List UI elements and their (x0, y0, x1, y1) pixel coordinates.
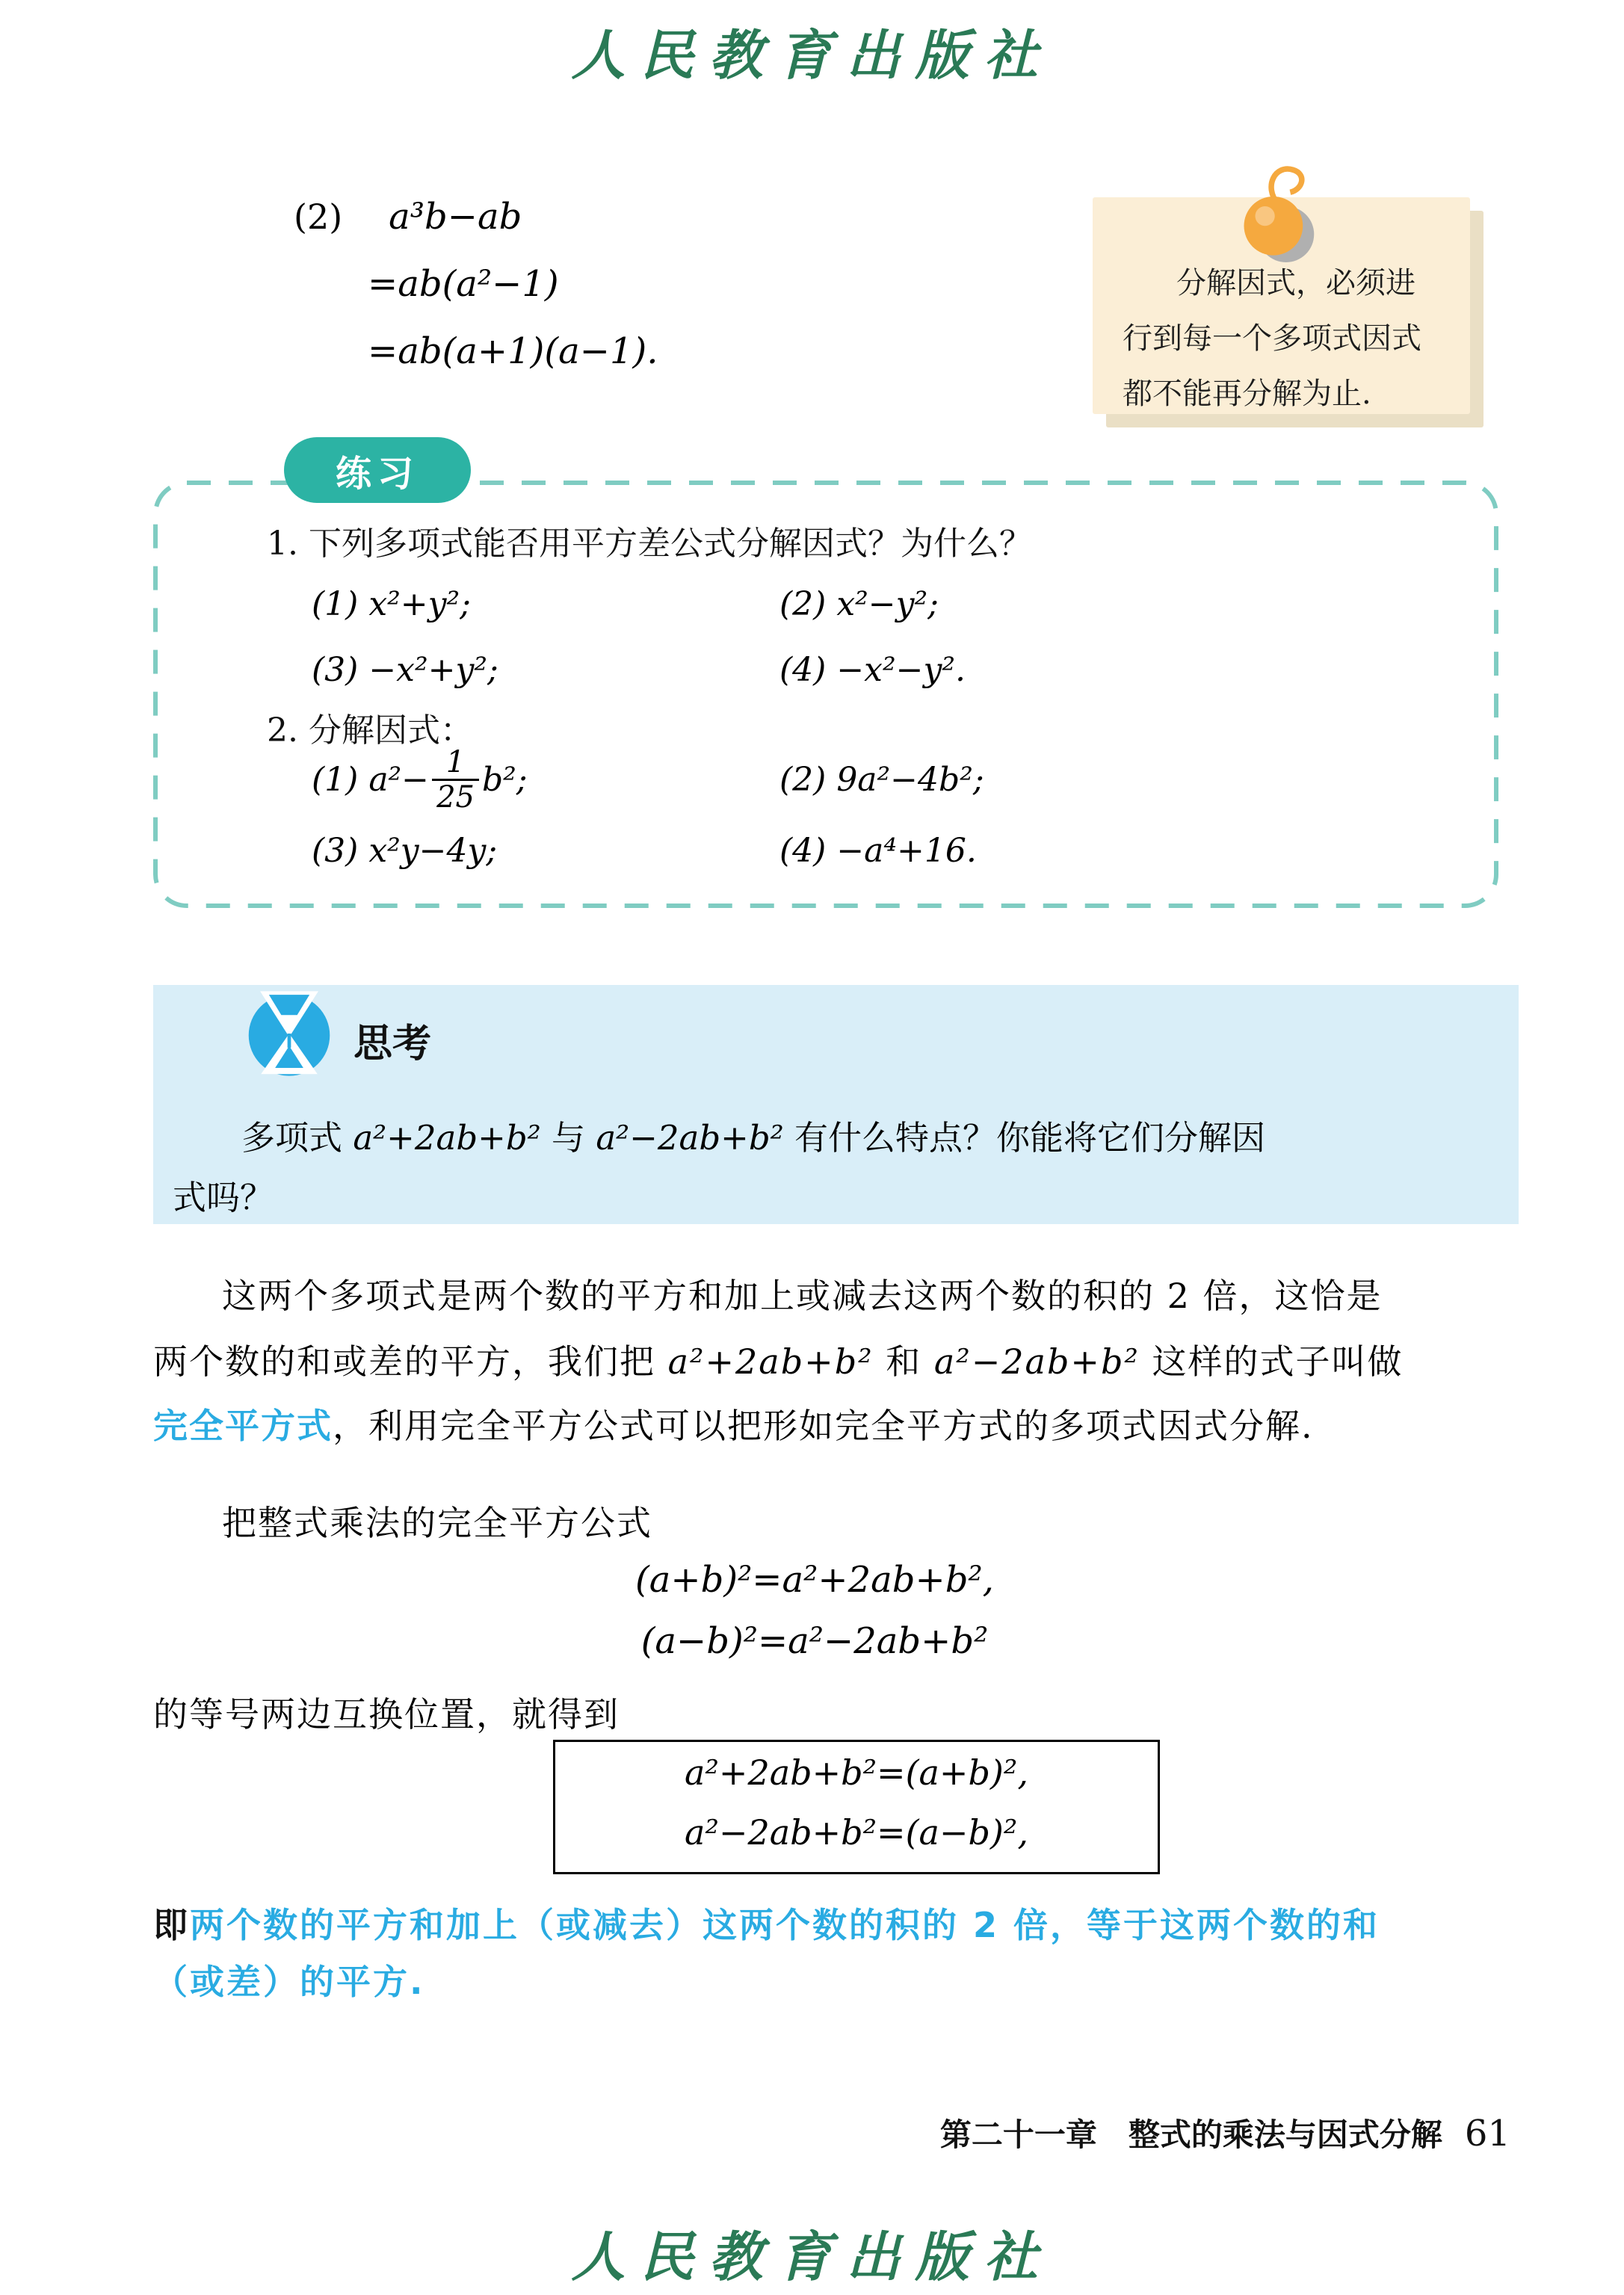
paragraph-line3 (153, 1399, 1528, 1448)
fraction-numerator: 1 (445, 744, 466, 779)
paragraph-math: a²−2ab+b² (933, 1341, 1140, 1382)
publisher-logo-top: 人民教育出版社 (571, 23, 1053, 87)
formula-box (553, 1740, 1160, 1874)
derivation-intro: 把整式乘法的完全平方公式 (222, 1503, 652, 1543)
paragraph-text: 这样的式子叫做 (1139, 1341, 1404, 1382)
think-box (153, 985, 1519, 1224)
practice-q2-item: (4) −a⁴+16. (779, 832, 977, 870)
margin-note (1093, 197, 1470, 414)
think-question-line1 (241, 1111, 1265, 1159)
practice-q1-item: (3) −x²+y²; (312, 651, 498, 689)
page-footer (940, 2110, 1510, 2155)
paragraph-text: 两个数的和或差的平方，我们把 (153, 1341, 668, 1382)
publisher-logo-bottom: 人民教育出版社 (571, 2225, 1053, 2288)
conclusion-highlight: 两个数的平方和加上（或减去）这两个数的积的 2 倍，等于这两个数的和 (190, 1905, 1380, 1945)
fraction-denominator: 25 (432, 779, 479, 814)
margin-note-line: 分解因式，必须进 (1176, 266, 1415, 300)
worked-example-label: (2) (294, 197, 343, 237)
practice-q1-item: (1) x²+y²; (312, 585, 471, 623)
think-text: 多项式 (241, 1118, 353, 1158)
margin-note-line: 行到每一个多项式因式 (1123, 321, 1421, 356)
practice-q1-item: (2) x²−y²; (779, 585, 939, 623)
term-perfect-square: 完全平方式 (153, 1406, 333, 1446)
practice-box (153, 452, 1498, 908)
footer-page-number: 61 (1464, 2113, 1510, 2155)
boxed-formula-1: a²+2ab+b²=(a+b)², (685, 1752, 1028, 1793)
think-math: a²+2ab+b² (353, 1118, 541, 1158)
think-math: a²−2ab+b² (596, 1118, 784, 1158)
paragraph-text: 和 (873, 1341, 934, 1382)
paragraph-math: a²+2ab+b² (667, 1341, 874, 1382)
hourglass-icon (245, 989, 333, 1078)
square-formula-2: (a−b)²=a²−2ab+b² (640, 1620, 989, 1662)
paragraph-line1: 这两个多项式是两个数的平方和加上或减去这两个数的积的 2 倍，这恰是 (222, 1276, 1383, 1316)
practice-q1-prompt: 1. 下列多项式能否用平方差公式分解因式？为什么？ (267, 525, 1032, 563)
think-text: 有什么特点？你能将它们分解因 (783, 1118, 1266, 1158)
paragraph-line2 (153, 1335, 1528, 1384)
paragraph-text: ，利用完全平方公式可以把形如完全平方式的多项式因式分解. (333, 1406, 1314, 1446)
think-label: 思考 (353, 1022, 432, 1066)
fraction-prefix: (1) a²− (312, 760, 430, 799)
fraction (432, 746, 479, 814)
worked-example-expression: a³b−ab (389, 196, 522, 238)
fraction-suffix: b²; (481, 760, 528, 799)
practice-q2-item: (3) x²y−4y; (312, 832, 498, 870)
footer-chapter-title: 第二十一章 整式的乘法与因式分解 (939, 2116, 1442, 2153)
practice-q1-item: (4) −x²−y². (779, 651, 966, 689)
conclusion-line2: （或差）的平方. (153, 1962, 425, 2002)
conclusion-prefix: 即 (153, 1905, 190, 1945)
worked-example-step1: =ab(a²−1) (368, 263, 559, 305)
practice-badge: 练习 (284, 437, 471, 503)
conclusion-line1 (153, 1898, 1543, 1947)
think-question-line2: 式吗？ (173, 1178, 274, 1217)
practice-q2-prompt: 2. 分解因式： (267, 711, 473, 750)
worked-example (294, 196, 522, 238)
boxed-formula-2: a²−2ab+b²=(a−b)², (685, 1812, 1028, 1853)
think-text: 与 (540, 1118, 596, 1158)
margin-note-line: 都不能再分解为止. (1123, 377, 1371, 411)
pin-icon (1235, 161, 1321, 274)
practice-q2-item (312, 735, 528, 824)
worked-example-step2: =ab(a+1)(a−1). (368, 330, 658, 372)
practice-q2-item-text: (2) 9a²−4b²; (779, 760, 984, 799)
derivation-outro: 的等号两边互换位置，就得到 (153, 1694, 620, 1735)
practice-q2-item (779, 735, 984, 824)
square-formula-1: (a+b)²=a²+2ab+b², (635, 1559, 994, 1601)
